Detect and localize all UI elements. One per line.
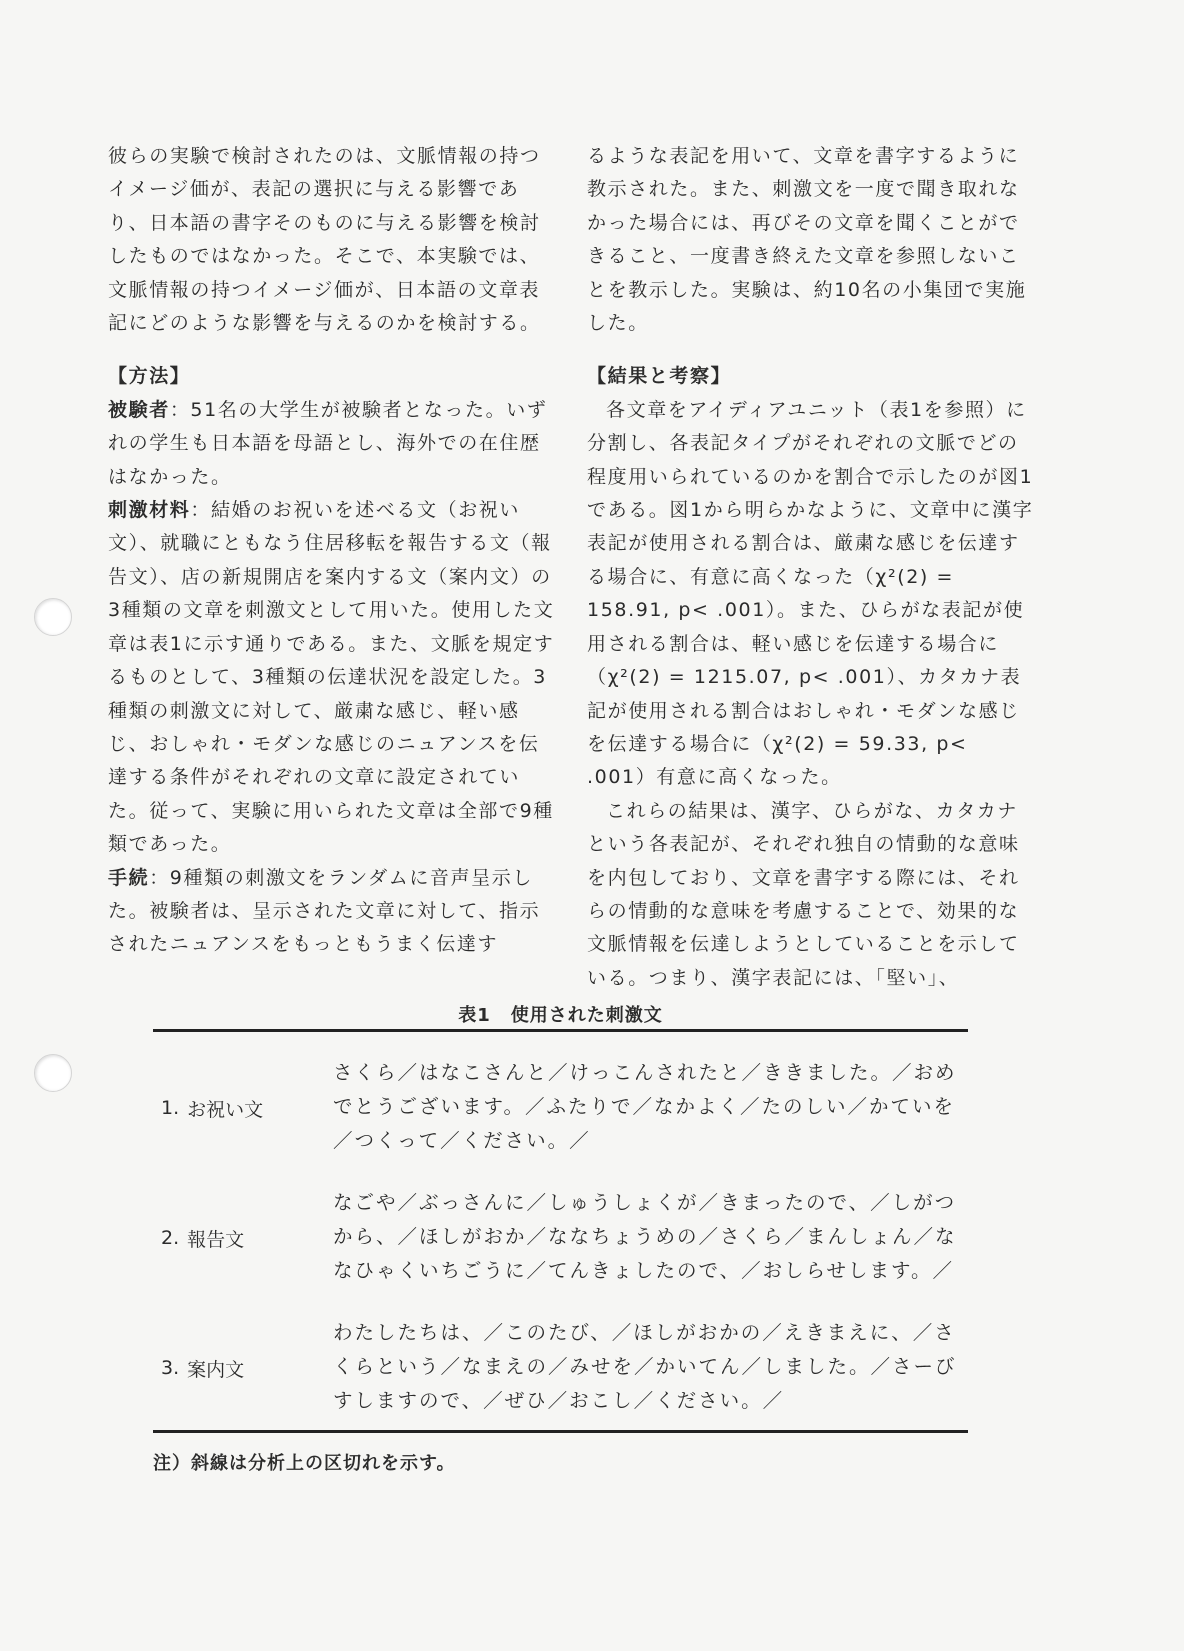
method-heading: 【方法】 [108, 365, 191, 388]
table-row [153, 1032, 968, 1166]
intro-paragraph: 彼らの実験で検討されたのは、文脈情報の持つイメージ価が、表記の選択に与える影響であり、日本語の書字そのものに与える影響を検討したものではなかった。そこで、本実験では、文脈情報の持つイメージ価が、日本語の文章表記にどのような影響を与えるのかを検討する。 [108, 145, 541, 335]
table-row-text: さくら／はなこさんと／けっこんされたと／ききました。／おめでとうございます。／ふたりで／なかよく／たのしい／かていを／つくって／ください。／ [333, 1061, 957, 1152]
punch-hole [34, 1054, 72, 1092]
materials-label: 刺激材料 [108, 499, 191, 522]
table-row-label: 1. お祝い文 [161, 1097, 264, 1121]
table-row [153, 1166, 968, 1296]
procedure-text: ：9種類の刺激文をランダムに音声呈示した。被験者は、呈示された文章に対して、指示されたニュアンスをもっともうまく伝達す [108, 866, 541, 956]
table-row [153, 1296, 968, 1426]
subjects-text: ：51名の大学生が被験者となった。いずれの学生も日本語を母語とし、海外での在住歴はなかった。 [108, 398, 548, 488]
table-row-text: なごや／ぶっさんに／しゅうしょくが／きまったので、／しがつから、／ほしがおか／ななちょうめの／さくら／まんしょん／ななひゃくいちごうに／てんきょしたので、／おしらせします。／ [333, 1191, 957, 1282]
materials-text: ：結婚のお祝いを述べる文（お祝い文）、就職にともなう住居移転を報告する文（報告文）、店の新規開店を案内する文（案内文）の3種類の文章を刺激文として用いた。使用した文章は表1に示す通りである。また、文脈を規定するものとして、3種類の伝達状況を設定した。3種類の刺激文に対して、厳粛な感じ、軽い感じ、おしゃれ・モダンな感じのニュアンスを伝達する条件がそれぞれの文章に設定されていた。従って、実験に用いられた文章は全部で9種類であった。 [108, 499, 555, 856]
stimulus-table [153, 1003, 968, 1475]
table-caption-title: 使用された刺激文 [510, 1005, 663, 1026]
right-column [587, 140, 1034, 995]
continuation-paragraph: るような表記を用いて、文章を書字するように教示された。また、刺激文を一度で聞き取れなかった場合には、再びその文章を聞くことができること、一度書き終えた文章を参照しないことを教示した。実験は、約10名の小集団で実施した。 [587, 145, 1027, 335]
table-caption-number: 表1 [458, 1005, 491, 1026]
procedure-paragraph [108, 862, 555, 962]
results-paragraph-2: これらの結果は、漢字、ひらがな、カタカナという各表記が、それぞれ独自の情動的な意味を内包しており、文章を書字する際には、それらの情動的な意味を考慮することで、効果的な文脈情報を伝達しようとしていることを示している。つまり、漢字表記には、「堅い」、 [587, 799, 1020, 989]
table-row-text: わたしたちは、／このたび、／ほしがおかの／えきまえに、／さくらという／なまえの／みせを／かいてん／しました。／さーびすしますので、／ぜひ／おこし／ください。／ [333, 1321, 957, 1412]
left-column [108, 140, 555, 962]
table-note: 注）斜線は分析上の区切れを示す。 [153, 1453, 456, 1474]
materials-paragraph [108, 494, 555, 861]
results-paragraph-1: 各文章をアイディアユニット（表1を参照）に分割し、各表記タイプがそれぞれの文脈でどの程度用いられているのかを割合で示したのが図1である。図1から明らかなように、文章中に漢字表記が使用される割合は、厳粛な感じを伝達する場合に、有意に高くなった（χ²(2) = 158.91, p< .001）。また、ひらがな表記が使用される割合は、軽い感じを伝達する場合に（χ²(2) = 1215.07, p< .001）、カタカナ表記が使用される割合はおしゃれ・モダンな感じを伝達する場合に（χ²(2) = 59.33, p< .001）有意に高くなった。 [587, 398, 1034, 789]
table-row-label: 2. 報告文 [161, 1227, 245, 1251]
procedure-label: 手続 [108, 866, 150, 889]
table-bottom-rule [153, 1430, 968, 1433]
punch-hole [34, 598, 72, 636]
table-row-label: 3. 案内文 [161, 1357, 245, 1381]
subjects-paragraph [108, 394, 555, 494]
subjects-label: 被験者 [108, 398, 170, 421]
results-heading: 【結果と考察】 [587, 365, 732, 388]
table-caption [153, 1003, 968, 1029]
